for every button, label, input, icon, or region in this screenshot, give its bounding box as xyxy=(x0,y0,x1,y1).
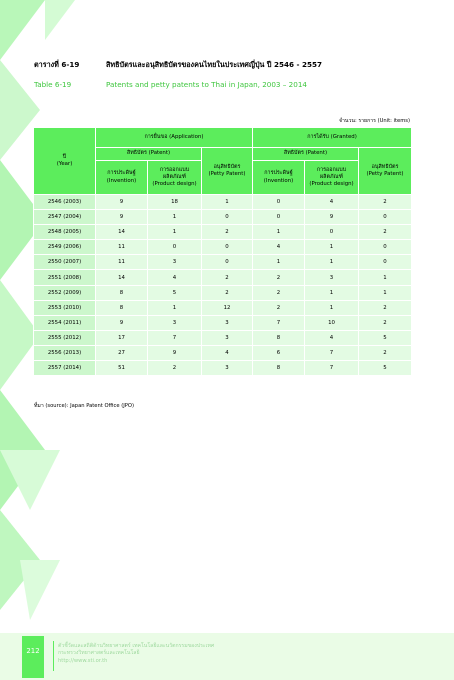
year-cell: 2549 (2006) xyxy=(34,240,96,255)
year-cell: 2555 (2012) xyxy=(34,330,96,345)
petty-label-thai: อนุสิทธิบัตร xyxy=(213,163,241,170)
table-cell: 3 xyxy=(202,330,253,345)
table-row xyxy=(34,330,412,345)
table-cell: 4 xyxy=(253,240,305,255)
table-cell: 9 xyxy=(148,345,202,360)
table-cell: 7 xyxy=(305,361,359,376)
table-cell: 2 xyxy=(202,270,253,285)
table-cell: 0 xyxy=(359,210,412,225)
table-cell: 7 xyxy=(305,345,359,360)
table-cell: 0 xyxy=(253,195,305,210)
year-cell: 2552 (2009) xyxy=(34,285,96,300)
table-caption-english: Patents and petty patents to Thai in Japan, 2003 – 2014 xyxy=(106,80,307,89)
year-cell: 2548 (2005) xyxy=(34,225,96,240)
invention-label-thai: การประดิษฐ์ xyxy=(107,170,136,177)
petty-label-english: (Petty Patent) xyxy=(208,171,246,177)
table-cell: 11 xyxy=(96,240,148,255)
table-cell: 11 xyxy=(96,255,148,270)
table-cell: 2 xyxy=(253,300,305,315)
patent-table xyxy=(33,127,412,376)
table-cell: 1 xyxy=(305,300,359,315)
table-cell: 2 xyxy=(359,195,412,210)
table-cell: 3 xyxy=(202,361,253,376)
table-cell: 1 xyxy=(202,195,253,210)
table-cell: 0 xyxy=(202,255,253,270)
year-header xyxy=(34,128,96,195)
granted-petty-header xyxy=(359,148,412,195)
source-note: ที่มา (source): Japan Patent Office (JPO) xyxy=(34,403,135,409)
year-cell: 2547 (2004) xyxy=(34,210,96,225)
table-cell: 3 xyxy=(148,255,202,270)
table-cell: 1 xyxy=(305,240,359,255)
table-cell: 2 xyxy=(359,300,412,315)
table-cell: 1 xyxy=(305,285,359,300)
table-row xyxy=(34,285,412,300)
year-cell: 2556 (2013) xyxy=(34,345,96,360)
table-cell: 2 xyxy=(359,315,412,330)
table-cell: 8 xyxy=(96,285,148,300)
table-row xyxy=(34,300,412,315)
design-label-english: (Product design) xyxy=(152,181,197,188)
table-cell: 0 xyxy=(359,240,412,255)
table-cell: 1 xyxy=(253,225,305,240)
table-cell: 14 xyxy=(96,270,148,285)
year-header-thai: ปี xyxy=(62,153,67,160)
table-row xyxy=(34,361,412,376)
table-cell: 8 xyxy=(253,361,305,376)
table-cell: 5 xyxy=(148,285,202,300)
granted-invention-header xyxy=(253,161,305,195)
table-cell: 2 xyxy=(253,270,305,285)
invention-label-english: (Invention) xyxy=(263,177,294,184)
table-cell: 0 xyxy=(202,210,253,225)
table-row xyxy=(34,270,412,285)
table-row xyxy=(34,195,412,210)
table-cell: 3 xyxy=(148,315,202,330)
application-patent-header: สิทธิบัตร (Patent) xyxy=(96,148,202,161)
table-cell: 4 xyxy=(305,330,359,345)
footer-url: http://www.sti.or.th xyxy=(58,657,108,664)
table-cell: 2 xyxy=(148,361,202,376)
year-header-english: (Year) xyxy=(56,161,73,167)
table-cell: 10 xyxy=(305,315,359,330)
table-cell: 1 xyxy=(148,225,202,240)
table-cell: 2 xyxy=(202,285,253,300)
table-cell: 12 xyxy=(202,300,253,315)
table-cell: 9 xyxy=(305,210,359,225)
granted-header: การได้รับ (Granted) xyxy=(253,128,412,148)
footer-text xyxy=(58,643,214,665)
table-cell: 7 xyxy=(148,330,202,345)
year-cell: 2551 (2008) xyxy=(34,270,96,285)
year-cell: 2550 (2007) xyxy=(34,255,96,270)
design-label-english: (Product design) xyxy=(309,181,354,188)
table-number-english: Table 6-19 xyxy=(34,80,72,89)
application-header: การยื่นขอ (Application) xyxy=(96,128,253,148)
design-label-thai: การออกแบบ ผลิตภัณฑ์ xyxy=(316,166,347,180)
table-cell: 8 xyxy=(253,330,305,345)
table-cell: 2 xyxy=(253,285,305,300)
table-cell: 3 xyxy=(202,315,253,330)
footer-line-2: กระทรวงวิทยาศาสตร์และเทคโนโลยี xyxy=(58,650,140,657)
table-cell: 6 xyxy=(253,345,305,360)
table-cell: 4 xyxy=(202,345,253,360)
table-cell: 27 xyxy=(96,345,148,360)
unit-note: จำนวน: รายการ (Unit: items) xyxy=(338,118,410,124)
year-cell: 2553 (2010) xyxy=(34,300,96,315)
table-cell: 1 xyxy=(359,270,412,285)
table-row xyxy=(34,240,412,255)
table-cell: 0 xyxy=(253,210,305,225)
table-cell: 14 xyxy=(96,225,148,240)
page-number: 212 xyxy=(22,636,44,678)
table-cell: 7 xyxy=(253,315,305,330)
table-row xyxy=(34,315,412,330)
design-label-thai: การออกแบบ ผลิตภัณฑ์ xyxy=(159,166,190,180)
table-cell: 9 xyxy=(96,195,148,210)
invention-label-english: (Invention) xyxy=(106,177,137,184)
table-row xyxy=(34,345,412,360)
year-cell: 2554 (2011) xyxy=(34,315,96,330)
table-cell: 2 xyxy=(359,345,412,360)
table-row xyxy=(34,210,412,225)
application-design-header xyxy=(148,161,202,195)
table-cell: 1 xyxy=(305,255,359,270)
table-row xyxy=(34,255,412,270)
table-cell: 3 xyxy=(305,270,359,285)
table-cell: 1 xyxy=(148,210,202,225)
table-cell: 2 xyxy=(202,225,253,240)
table-cell: 8 xyxy=(96,300,148,315)
table-cell: 0 xyxy=(359,255,412,270)
table-cell: 1 xyxy=(359,285,412,300)
table-cell: 2 xyxy=(359,225,412,240)
application-invention-header xyxy=(96,161,148,195)
table-number-thai: ตารางที่ 6-19 xyxy=(34,60,80,69)
application-petty-header xyxy=(202,148,253,195)
invention-label-thai: การประดิษฐ์ xyxy=(264,170,293,177)
table-caption-thai: สิทธิบัตรและอนุสิทธิบัตรของคนไทยในประเทศญี่ปุ่น ปี 2546 - 2557 xyxy=(106,60,322,69)
table-cell: 1 xyxy=(253,255,305,270)
footer-divider xyxy=(53,641,54,671)
granted-design-header xyxy=(305,161,359,195)
table-cell: 5 xyxy=(359,361,412,376)
table-cell: 4 xyxy=(148,270,202,285)
table-cell: 0 xyxy=(305,225,359,240)
year-cell: 2557 (2014) xyxy=(34,361,96,376)
table-cell: 18 xyxy=(148,195,202,210)
year-cell: 2546 (2003) xyxy=(34,195,96,210)
granted-patent-header: สิทธิบัตร (Patent) xyxy=(253,148,359,161)
petty-label-thai: อนุสิทธิบัตร xyxy=(371,163,399,170)
table-cell: 9 xyxy=(96,315,148,330)
table-row xyxy=(34,225,412,240)
table-cell: 0 xyxy=(148,240,202,255)
table-cell: 5 xyxy=(359,330,412,345)
table-cell: 0 xyxy=(202,240,253,255)
table-cell: 9 xyxy=(96,210,148,225)
table-cell: 1 xyxy=(148,300,202,315)
table-cell: 51 xyxy=(96,361,148,376)
petty-label-english: (Petty Patent) xyxy=(366,171,404,177)
footer-line-1: ตัวชี้วัดและสถิติด้านวิทยาศาสตร์ เทคโนโลยีและนวัตกรรมของประเทศ xyxy=(58,643,215,649)
table-cell: 4 xyxy=(305,195,359,210)
table-cell: 17 xyxy=(96,330,148,345)
